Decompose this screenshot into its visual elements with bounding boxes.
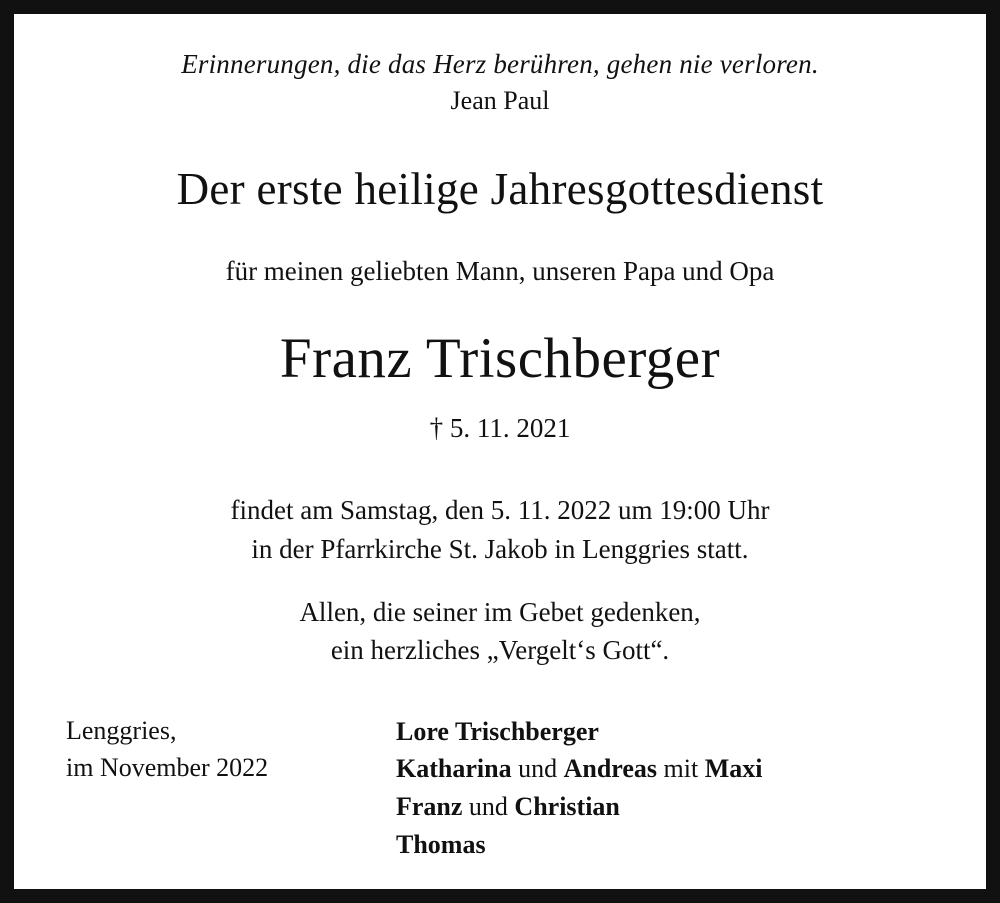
quote-author: Jean Paul [450,85,550,115]
footer-place-date [66,713,396,787]
family-conjunction: und [511,754,564,784]
family-name-line [396,750,762,788]
footer-place: Lenggries, [66,715,177,745]
family-member-name: Christian [514,791,620,821]
notice-footer [54,713,946,864]
family-conjunction: und [462,791,515,821]
service-details-line-2: in der Pfarrkirche St. Jakob in Lenggries statt. [251,533,749,564]
family-name-line [396,826,762,864]
notice-content [14,14,986,889]
thanks-line-1: Allen, die seiner im Gebet gedenken, [299,596,701,627]
footer-date: im November 2022 [66,752,269,782]
family-name-line [396,713,762,751]
family-member-name: Thomas [396,829,486,859]
thanks-message [54,593,946,670]
family-member-name: Franz [396,791,463,821]
family-name-line [396,788,762,826]
family-member-name: Lore Trischberger [396,716,599,746]
family-member-name: Andreas [563,754,658,784]
service-details [54,491,946,568]
service-title: Der erste heilige Jahresgottesdienst [176,163,824,214]
deceased-name: Franz Trischberger [279,326,721,390]
memorial-quote: Erinnerungen, die das Herz berühren, gehen nie verloren. [181,49,819,79]
family-conjunction: mit [657,754,705,784]
thanks-line-2: ein herzliches „Vergelt‘s Gott“. [330,635,670,666]
dedication-line: für meinen geliebten Mann, unseren Papa und Opa [225,255,775,286]
death-date: † 5. 11. 2021 [429,413,571,444]
family-member-name: Katharina [396,754,512,784]
surviving-family-list [396,713,762,864]
family-member-name: Maxi [704,754,763,784]
service-details-line-1: findet am Samstag, den 5. 11. 2022 um 19:00 Uhr [230,495,770,526]
